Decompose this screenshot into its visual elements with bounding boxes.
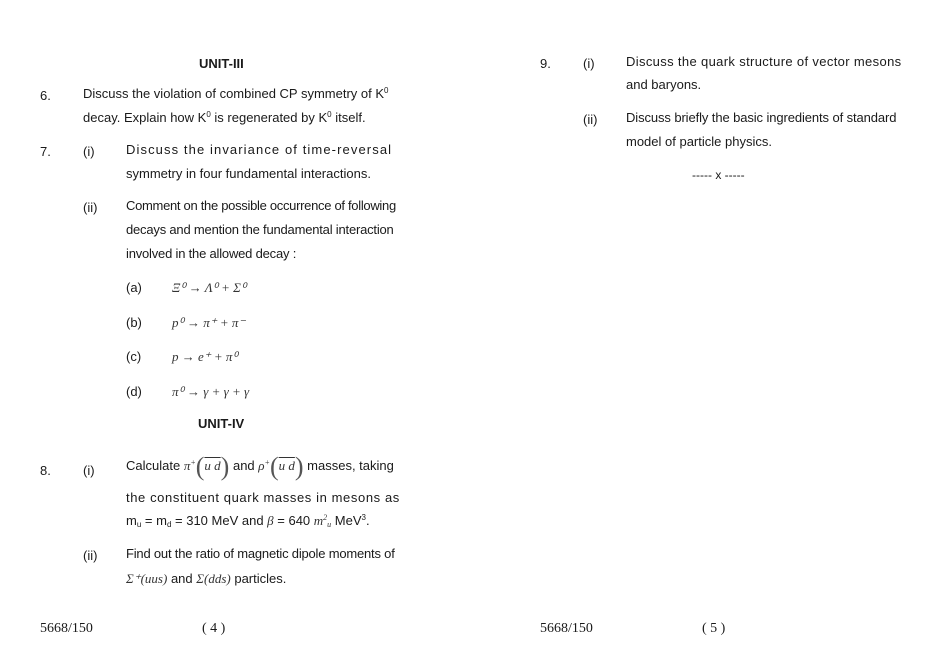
decay-d-label: (d) [126,384,142,399]
q9-ii-line1: Discuss briefly the basic ingredients of standard [626,110,897,125]
q8-ii-line1: Find out the ratio of magnetic dipole moments of [126,546,395,561]
decay-a-label: (a) [126,280,142,295]
decay-d-expr: π⁰ → γ + γ + γ [172,384,250,399]
q8-i-line1: Calculate π+(u d) and ρ+(u d) masses, taking [126,452,394,481]
q9-number: 9. [540,56,551,71]
q6-number: 6. [40,88,51,103]
q9-i-label: (i) [583,56,595,71]
left-footer-page: ( 4 ) [202,621,226,636]
decay-a-expr: Ξ⁰ → Λ⁰ + Σ⁰ [172,280,247,295]
q7-ii-line3: involved in the allowed decay : [126,246,297,261]
q9-ii-label: (ii) [583,112,598,127]
q8-i-label: (i) [83,463,95,478]
right-footer-code: 5668/150 [540,621,593,636]
decay-b-label: (b) [126,315,142,330]
q8-i-line3: $m_u = m_d = 310$ MeV and β = 640 $m^2_u$ MeV$^3$. [126,513,370,529]
left-footer-code: 5668/150 [40,621,93,636]
q7-i-label: (i) [83,144,95,159]
q8-ii-line2: Σ⁺(uus) and Σ(dds) particles. [126,571,287,586]
q7-i-line1: Discuss the invariance of time-reversal [126,142,393,157]
q7-ii-line1: Comment on the possible occurrence of following [126,198,396,213]
q8-i-line2: the constituent quark masses in mesons as [126,490,400,505]
q7-number: 7. [40,144,51,159]
q7-ii-label: (ii) [83,200,98,215]
decay-c-label: (c) [126,349,142,364]
q9-i-line1: Discuss the quark structure of vector mesons [626,54,902,69]
end-mark: ----- x ----- [692,168,745,182]
q8-ii-label: (ii) [83,548,98,563]
q7-i-line2: symmetry in four fundamental interactions. [126,166,371,181]
q7-ii-line2: decays and mention the fundamental interaction [126,222,394,237]
q6-line1: Discuss the violation of combined CP symmetry of $K^0$ [83,86,389,101]
decay-c-expr: p → e⁺ + π⁰ [172,349,238,364]
q9-i-line2: and baryons. [626,77,702,92]
decay-b-expr: p⁰ → π⁺ + π⁻ [172,315,246,330]
q9-ii-line2: model of particle physics. [626,134,772,149]
right-footer-page: ( 5 ) [702,621,726,636]
unit3-heading: UNIT-III [199,56,244,71]
q8-number: 8. [40,463,51,478]
unit4-heading: UNIT-IV [198,416,245,431]
q6-line2: decay. Explain how $K^0$ is regenerated by $K^0$ itself. [83,110,366,125]
